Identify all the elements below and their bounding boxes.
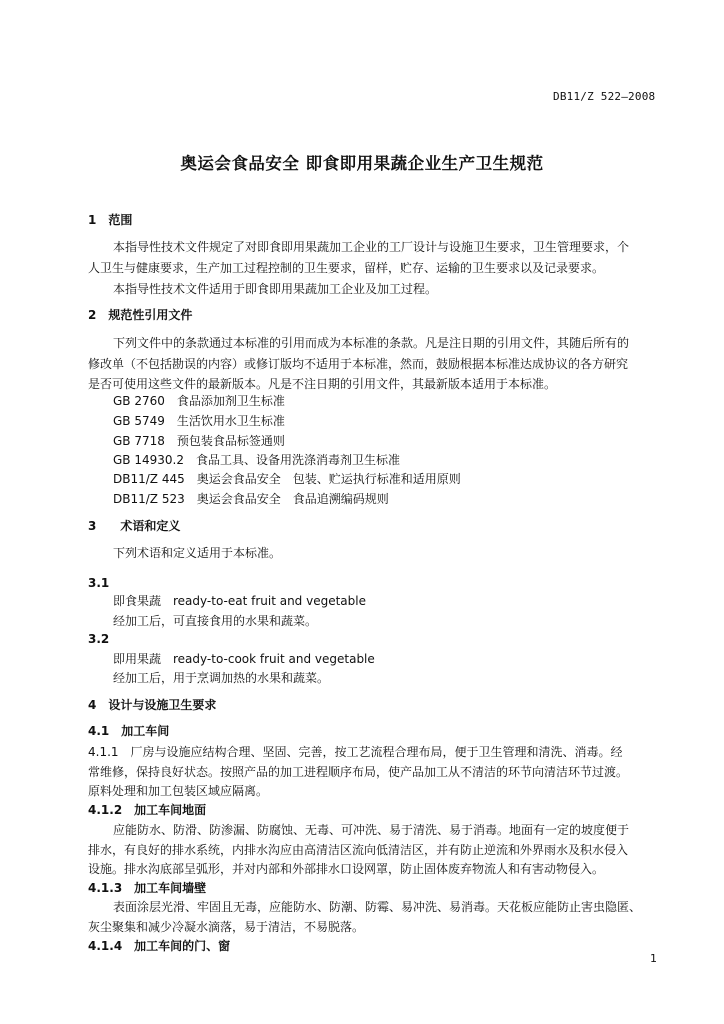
paragraph-line: 常维修，保持良好状态。按照产品的加工进程顺序布局，使产品加工从不清洁的环节向清洁环节过渡。 <box>88 765 629 779</box>
term-title: 即用果蔬 ready-to-cook fruit and vegetable <box>113 652 375 666</box>
term-definition: 经加工后，用于烹调加热的水果和蔬菜。 <box>113 671 330 685</box>
subsection-heading: 4.1.4 加工车间的门、窗 <box>88 939 231 953</box>
paragraph-line: 设施。排水沟底部呈弧形，并对内部和外部排水口设网罩，防止固体废弃物流人和有害动物侵入。 <box>88 862 605 876</box>
paragraph-line: 人卫生与健康要求，生产加工过程控制的卫生要求，留样，贮存、运输的卫生要求以及记录要求。 <box>88 261 605 275</box>
reference-item: GB 2760 食品添加剂卫生标准 <box>113 394 285 408</box>
paragraph-line: 原料处理和加工包装区域应隔离。 <box>88 784 269 798</box>
paragraph-line: 下列文件中的条款通过本标准的引用而成为本标准的条款。凡是注日期的引用文件，其随后所有的 <box>113 336 630 350</box>
paragraph-line: 灰尘聚集和减少冷凝水滴落，易于清洁，不易脱落。 <box>88 920 365 934</box>
paragraph-line: 本指导性技术文件适用于即食即用果蔬加工企业及加工过程。 <box>113 282 438 296</box>
section-4-heading: 4 设计与设施卫生要求 <box>88 698 217 712</box>
document-title: 奥运会食品安全 即食即用果蔬企业生产卫生规范 <box>180 154 544 173</box>
paragraph-line: 排水，有良好的排水系统，内排水沟应由高清洁区流向低清洁区，并有防止逆流和外界雨水及积水侵入 <box>88 843 629 857</box>
section-2-heading: 2 规范性引用文件 <box>88 308 193 322</box>
paragraph-line: 应能防水、防滑、防渗漏、防腐蚀、无毒、可冲洗、易于清洗、易于消毒。地面有一定的坡度便于 <box>113 823 630 837</box>
reference-item: GB 14930.2 食品工具、设备用洗涤消毒剂卫生标准 <box>113 453 400 467</box>
section-1-heading: 1 范围 <box>88 213 133 227</box>
reference-item: GB 7718 预包装食品标签通则 <box>113 434 285 448</box>
reference-item: DB11/Z 445 奥运会食品安全 包装、贮运执行标准和适用原则 <box>113 472 461 486</box>
reference-item: DB11/Z 523 奥运会食品安全 食品追溯编码规则 <box>113 492 389 506</box>
paragraph-line: 下列术语和定义适用于本标准。 <box>113 546 282 560</box>
paragraph-line: 修改单（不包括勘误的内容）或修订版均不适用于本标准，然而，鼓励根据本标准达成协议的各方研究 <box>88 357 629 371</box>
term-number: 3.2 <box>88 632 110 646</box>
paragraph-line: 4.1.1 厂房与设施应结构合理、坚固、完善，按工艺流程合理布局，便于卫生管理和清洗、消毒。经 <box>88 745 623 759</box>
term-title: 即食果蔬 ready-to-eat fruit and vegetable <box>113 594 366 608</box>
subsection-heading: 4.1 加工车间 <box>88 724 170 738</box>
subsection-heading: 4.1.2 加工车间地面 <box>88 803 207 817</box>
paragraph-line: 是否可使用这些文件的最新版本。凡是不注日期的引用文件，其最新版本适用于本标准。 <box>88 377 557 391</box>
paragraph-line: 表面涂层光滑、牢固且无毒，应能防水、防潮、防霉、易冲洗、易消毒。天花板应能防止害虫隐匿、 <box>113 900 642 914</box>
term-number: 3.1 <box>88 576 110 590</box>
document-code: DB11/Z 522—2008 <box>553 90 656 103</box>
term-definition: 经加工后，可直接食用的水果和蔬菜。 <box>113 614 318 628</box>
paragraph-line: 本指导性技术文件规定了对即食即用果蔬加工企业的工厂设计与设施卫生要求，卫生管理要求，个 <box>113 240 630 254</box>
reference-item: GB 5749 生活饮用水卫生标准 <box>113 414 285 428</box>
section-3-heading: 3 术语和定义 <box>88 519 181 533</box>
subsection-heading: 4.1.3 加工车间墙壁 <box>88 881 207 895</box>
page-number: 1 <box>650 952 657 965</box>
